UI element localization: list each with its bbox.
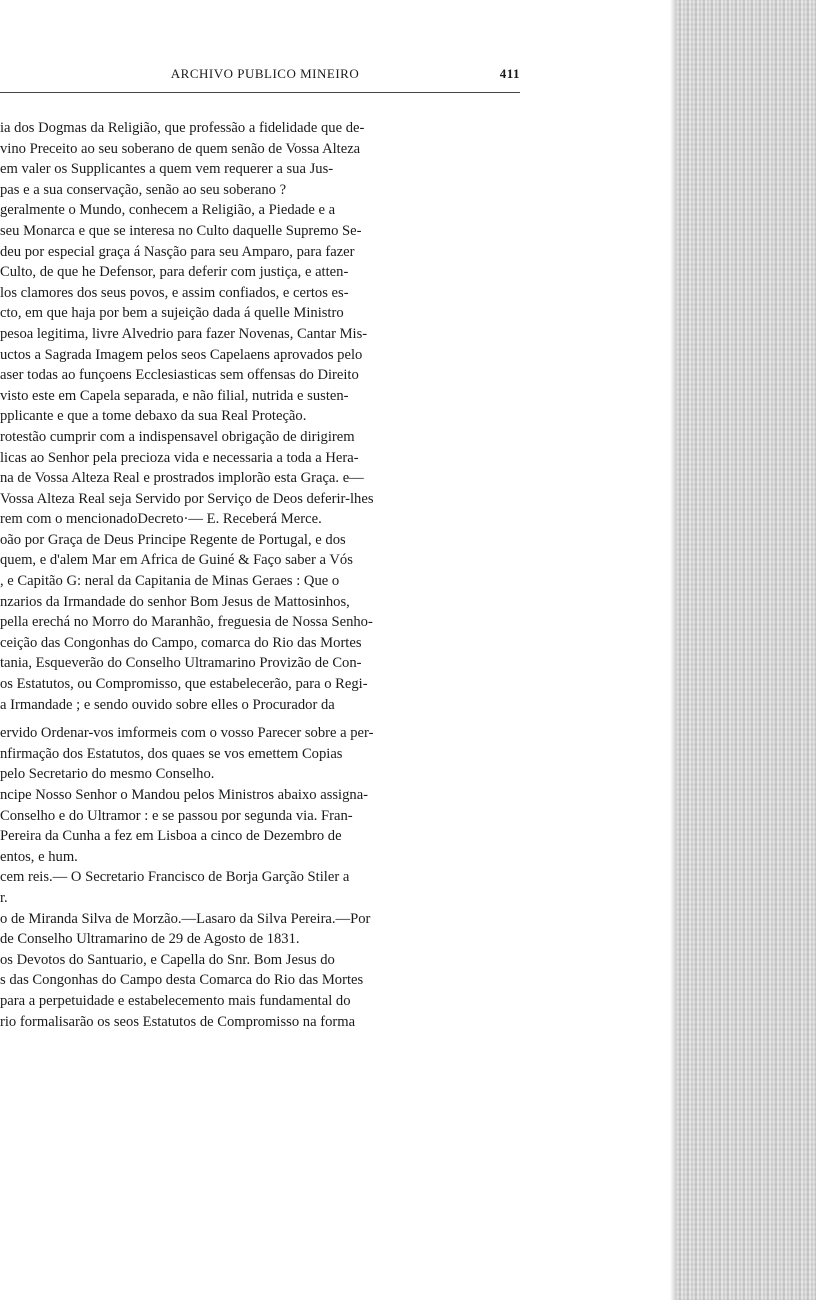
page-number: 411	[499, 66, 520, 81]
text-line: cto, em que haja por bem a sujeição dada á quelle Ministro	[0, 305, 344, 322]
text-line: los clamores dos seus povos, e assim confiados, e certos es-	[0, 284, 349, 301]
text-line: deu por especial graça á Nasção para seu Amparo, para fazer	[0, 243, 355, 260]
running-title: ARCHIVO PUBLICO MINEIRO	[170, 66, 360, 81]
text-line: r.	[0, 889, 8, 906]
text-line: para a perpetuidade e estabelecemento mais fundamental do	[0, 992, 351, 1009]
text-line: os Devotos do Santuario, e Capella do Snr. Bom Jesus do	[0, 951, 335, 968]
text-line: Vossa Alteza Real seja Servido por Serviço de Deos deferir-lhes	[0, 490, 374, 507]
text-line: vino Preceito ao seu soberano de quem senão de Vossa Alteza	[0, 140, 361, 157]
text-line: Culto, de que he Defensor, para deferir com justiça, e atten-	[0, 264, 349, 281]
text-line: , e Capitão G: neral da Capitania de Minas Geraes : Que o	[0, 573, 340, 590]
text-line: pplicante e que a tome debaxo da sua Real Proteção.	[0, 408, 307, 425]
text-line: de Conselho Ultramarino de 29 de Agosto de 1831.	[0, 931, 300, 948]
body-text	[0, 118, 520, 1032]
header-rule	[0, 92, 520, 93]
text-line: visto este em Capela separada, e não filial, nutrida e susten-	[0, 387, 349, 404]
text-line: aser todas ao funçoens Ecclesiasticas sem offensas do Direito	[0, 367, 359, 384]
text-line: licas ao Senhor pela precioza vida e necessaria a toda a Hera-	[0, 449, 359, 466]
text-line: rotestão cumprir com a indispensavel obrigação de dirigirem	[0, 428, 355, 445]
page-header	[110, 66, 520, 84]
text-line: em valer os Supplicantes a quem vem requerer a sua Jus-	[0, 161, 334, 178]
text-line: nfirmação dos Estatutos, dos quaes se vos emettem Copias	[0, 745, 343, 762]
text-line: ia dos Dogmas da Religião, que professão a fidelidade que de-	[0, 120, 365, 136]
text-line: rem com o mencionadoDecreto·— E. Receberá Merce.	[0, 511, 322, 528]
text-line: rio formalisarão os seos Estatutos de Compromisso na forma	[0, 1013, 356, 1030]
text-line: ervido Ordenar-vos imformeis com o vosso Parecer sobre a per-	[0, 725, 374, 742]
text-line: na de Vossa Alteza Real e prostrados implorão esta Graça. e—	[0, 470, 364, 487]
text-line: ncipe Nosso Senhor o Mandou pelos Ministros abaixo assigna-	[0, 787, 369, 803]
text-line: pella erechá no Morro do Maranhão, freguesia de Nossa Senho-	[0, 614, 373, 631]
text-line: uctos a Sagrada Imagem pelos seos Capelaens aprovados pelo	[0, 346, 363, 363]
text-line: pelo Secretario do mesmo Conselho.	[0, 766, 215, 783]
text-line: Pereira da Cunha a fez em Lisboa a cinco de Dezembro de	[0, 828, 342, 845]
text-line: geralmente o Mundo, conhecem a Religião, a Piedade e a	[0, 202, 336, 219]
text-line: os Estatutos, ou Compromisso, que estabelecerão, para o Regi-	[0, 676, 368, 693]
text-line: a Irmandade ; e sendo ouvido sobre elles o Procurador da	[0, 696, 335, 713]
text-line: quem, e d'alem Mar em Africa de Guiné & Faço saber a Vós	[0, 552, 353, 569]
text-line: ceição das Congonhas do Campo, comarca do Rio das Mortes	[0, 634, 362, 651]
page-edge-texture	[676, 0, 816, 1300]
text-line: Conselho e do Ultramor : e se passou por segunda via. Fran-	[0, 807, 353, 824]
text-line: nzarios da Irmandade do senhor Bom Jesus de Mattosinhos,	[0, 593, 350, 610]
text-line: seu Monarca e que se interesa no Culto daquelle Supremo Se-	[0, 222, 362, 239]
text-line: cem reis.— O Secretario Francisco de Borja Garção Stiler a	[0, 869, 350, 886]
text-line: s das Congonhas do Campo desta Comarca do Rio das Mortes	[0, 972, 364, 989]
text-line: tania, Esqueverão do Conselho Ultramarino Provizão de Con-	[0, 655, 362, 672]
text-line: entos, e hum.	[0, 848, 78, 865]
text-line: oão por Graça de Deus Principe Regente de Portugal, e dos	[0, 531, 346, 548]
text-line: pas e a sua conservação, senão ao seu soberano ?	[0, 181, 287, 198]
text-line: o de Miranda Silva de Morzão.—Lasaro da Silva Pereira.—Por	[0, 910, 371, 927]
text-line: pesoa legitima, livre Alvedrio para fazer Novenas, Cantar Mis-	[0, 325, 368, 342]
